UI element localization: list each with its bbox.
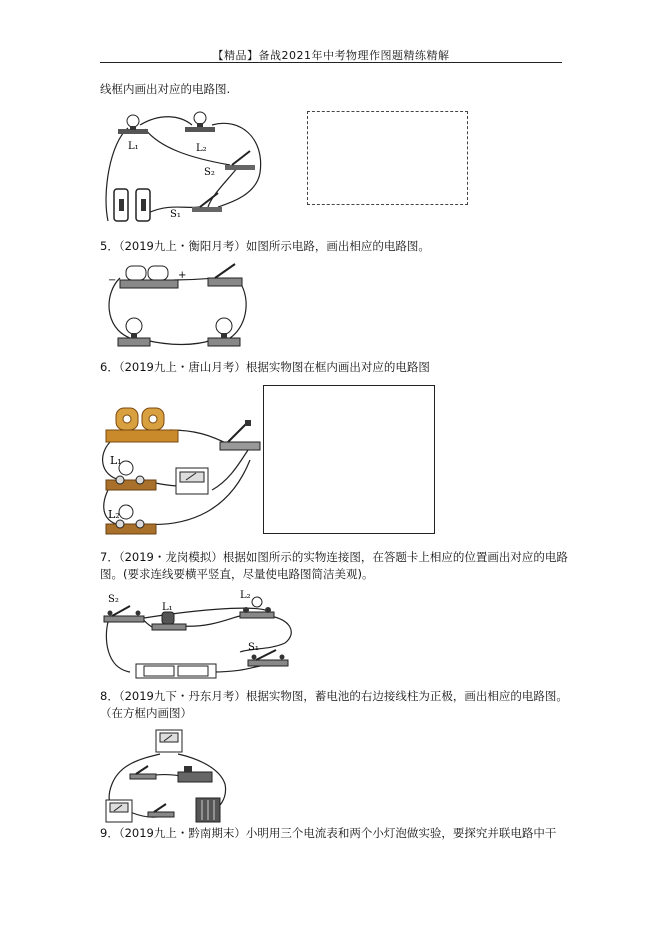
fig1-label-s1: S₁: [170, 209, 181, 220]
lamp-l1-icon: [118, 115, 148, 134]
intro-text: 线框内画出对应的电路图.: [100, 82, 231, 96]
switch-bottom-icon: [148, 804, 174, 817]
fig1-label-l1: L₁: [128, 141, 139, 152]
fig7-label-l2: L₂: [240, 590, 251, 601]
fig7-label-s2: S₂: [108, 594, 119, 605]
fig7-label-s1: S₁: [248, 642, 259, 653]
question-8-line-2: （在方框内画图）: [100, 706, 192, 720]
fig1-label-s2: S₂: [204, 167, 215, 178]
figure-5-circuit: [100, 258, 250, 356]
question-8-line-1: 8．（2019九下・丹东月考）根据实物图，蓄电池的右边接线柱为正极，画出相应的电路图。: [100, 689, 568, 703]
lamp-right-icon: [208, 318, 240, 346]
switch-icon: [208, 264, 242, 286]
ammeter-top-icon: [156, 730, 182, 752]
question-5-text: 5．（2019九上・衡阳月考）如图所示电路，画出相应的电路图。: [100, 239, 430, 253]
switch-s2-icon: [104, 606, 144, 622]
header-divider: [100, 62, 562, 63]
fig7-label-l1: L₁: [162, 602, 173, 613]
figure-7-circuit: [100, 588, 300, 684]
figure-1-circuit: [100, 103, 280, 228]
lamp-left-icon: [118, 318, 150, 346]
rheostat-icon: [178, 766, 212, 782]
fig1-label-l2: L₂: [196, 143, 207, 154]
question-6-text: 6．（2019九上・唐山月考）根据实物图在框内画出对应的电路图: [100, 360, 430, 374]
switch-s2-icon: [225, 151, 255, 170]
figure-8-circuit: [100, 724, 240, 824]
lamp-l2-icon: [185, 112, 215, 132]
answer-box-1[interactable]: [307, 111, 468, 205]
meter-icon: [176, 468, 208, 494]
lamp-l1-icon: [152, 612, 186, 630]
battery-icon: [114, 189, 150, 221]
switch-icon: [220, 420, 260, 450]
battery-holder-icon: [106, 408, 178, 442]
switch-mid-icon: [130, 766, 156, 779]
switch-s1-icon: [192, 193, 222, 212]
ammeter-bottom-icon: [106, 800, 132, 822]
question-7-line-1: 7．（2019・龙岗模拟）根据如图所示的实物连接图，在答题卡上相应的位置画出对应的电路: [100, 550, 568, 564]
accumulator-icon: [196, 798, 220, 822]
battery-pack-icon: [136, 664, 216, 678]
page-header-title: 【精品】备战2021年中考物理作图题精练精解: [212, 49, 450, 62]
fig6-label-l1: L₁: [110, 454, 122, 467]
fig6-label-l2: L₂: [108, 508, 120, 521]
fig5-label-minus: −: [108, 275, 117, 286]
battery-box-icon: [120, 266, 178, 288]
fig5-label-plus: +: [178, 270, 187, 281]
answer-box-6[interactable]: [263, 385, 435, 534]
question-7-line-2: 图。(要求连线要横平竖直，尽量使电路图简洁美观)。: [100, 567, 374, 581]
figure-6-circuit: [100, 400, 270, 540]
question-9-text: 9．（2019九上・黔南期末）小明用三个电流表和两个小灯泡做实验，要探究并联电路中干: [100, 826, 557, 840]
